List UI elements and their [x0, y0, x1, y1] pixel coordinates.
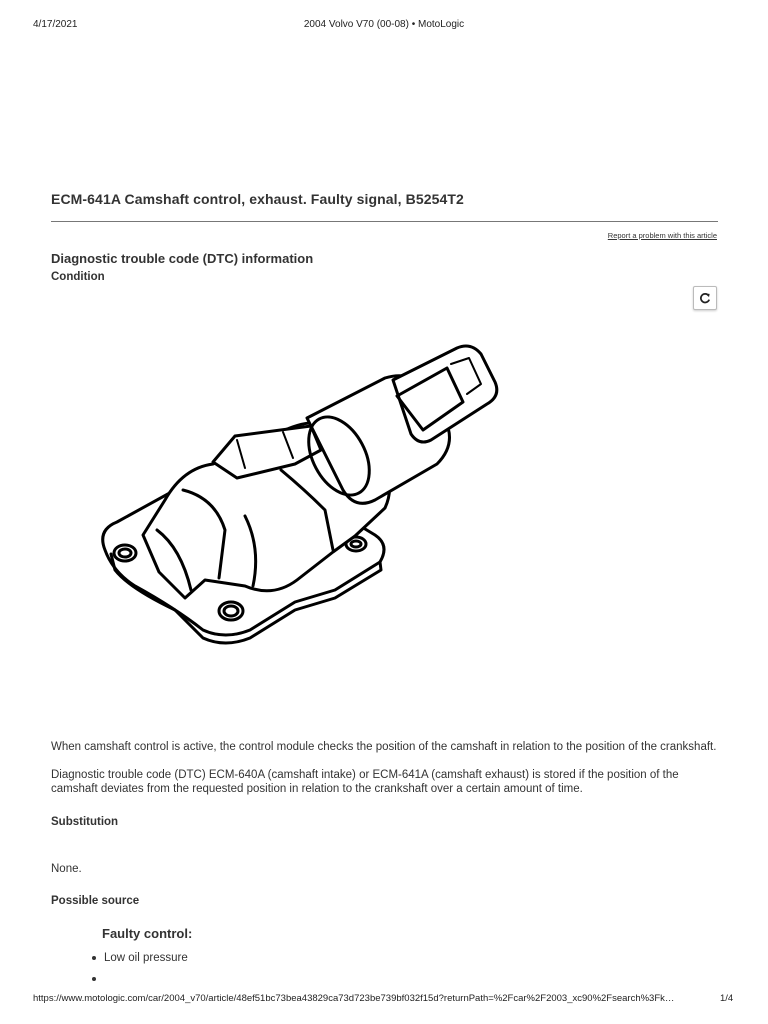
condition-text-1: When camshaft control is active, the control module checks the position of the camshaft in relation to the position of the crankshaft.: [51, 741, 717, 753]
section-title: Diagnostic trouble code (DTC) information: [51, 251, 314, 266]
faulty-control-heading: Faulty control:: [102, 926, 193, 941]
list-item: Low oil pressure: [89, 950, 188, 971]
print-date: 4/17/2021: [33, 19, 78, 30]
refresh-button[interactable]: [693, 286, 717, 310]
print-title: 2004 Volvo V70 (00-08) • MotoLogic: [303, 19, 465, 30]
possible-source-heading: Possible source: [51, 895, 140, 907]
article-title: ECM-641A Camshaft control, exhaust. Faulty signal, B5254T2: [51, 191, 464, 207]
refresh-icon: [698, 291, 712, 305]
substitution-text: None.: [51, 863, 82, 875]
faulty-control-list: [89, 950, 188, 992]
condition-text-2: Diagnostic trouble code (DTC) ECM-640A (camshaft intake) or ECM-641A (camshaft exhaust) is stored if the position of the camshaft deviates from the requested position in relation to the crankshaft over a certain amount of time.: [51, 769, 679, 795]
title-divider: [51, 221, 718, 222]
condition-heading: Condition: [51, 271, 105, 283]
substitution-heading: Substitution: [51, 816, 119, 828]
report-problem-link[interactable]: Report a problem with this article: [607, 231, 717, 240]
solenoid-valve-illustration: [85, 340, 505, 660]
print-url: https://www.motologic.com/car/2004_v70/article/48ef51bc73bea43829ca73d723be739bf032f15d?returnPath=%2Fcar%2F2003_xc90%2Fsearch%3Fk…: [33, 993, 675, 1004]
print-page-number: 1/4: [720, 993, 734, 1004]
list-item: [89, 971, 188, 992]
